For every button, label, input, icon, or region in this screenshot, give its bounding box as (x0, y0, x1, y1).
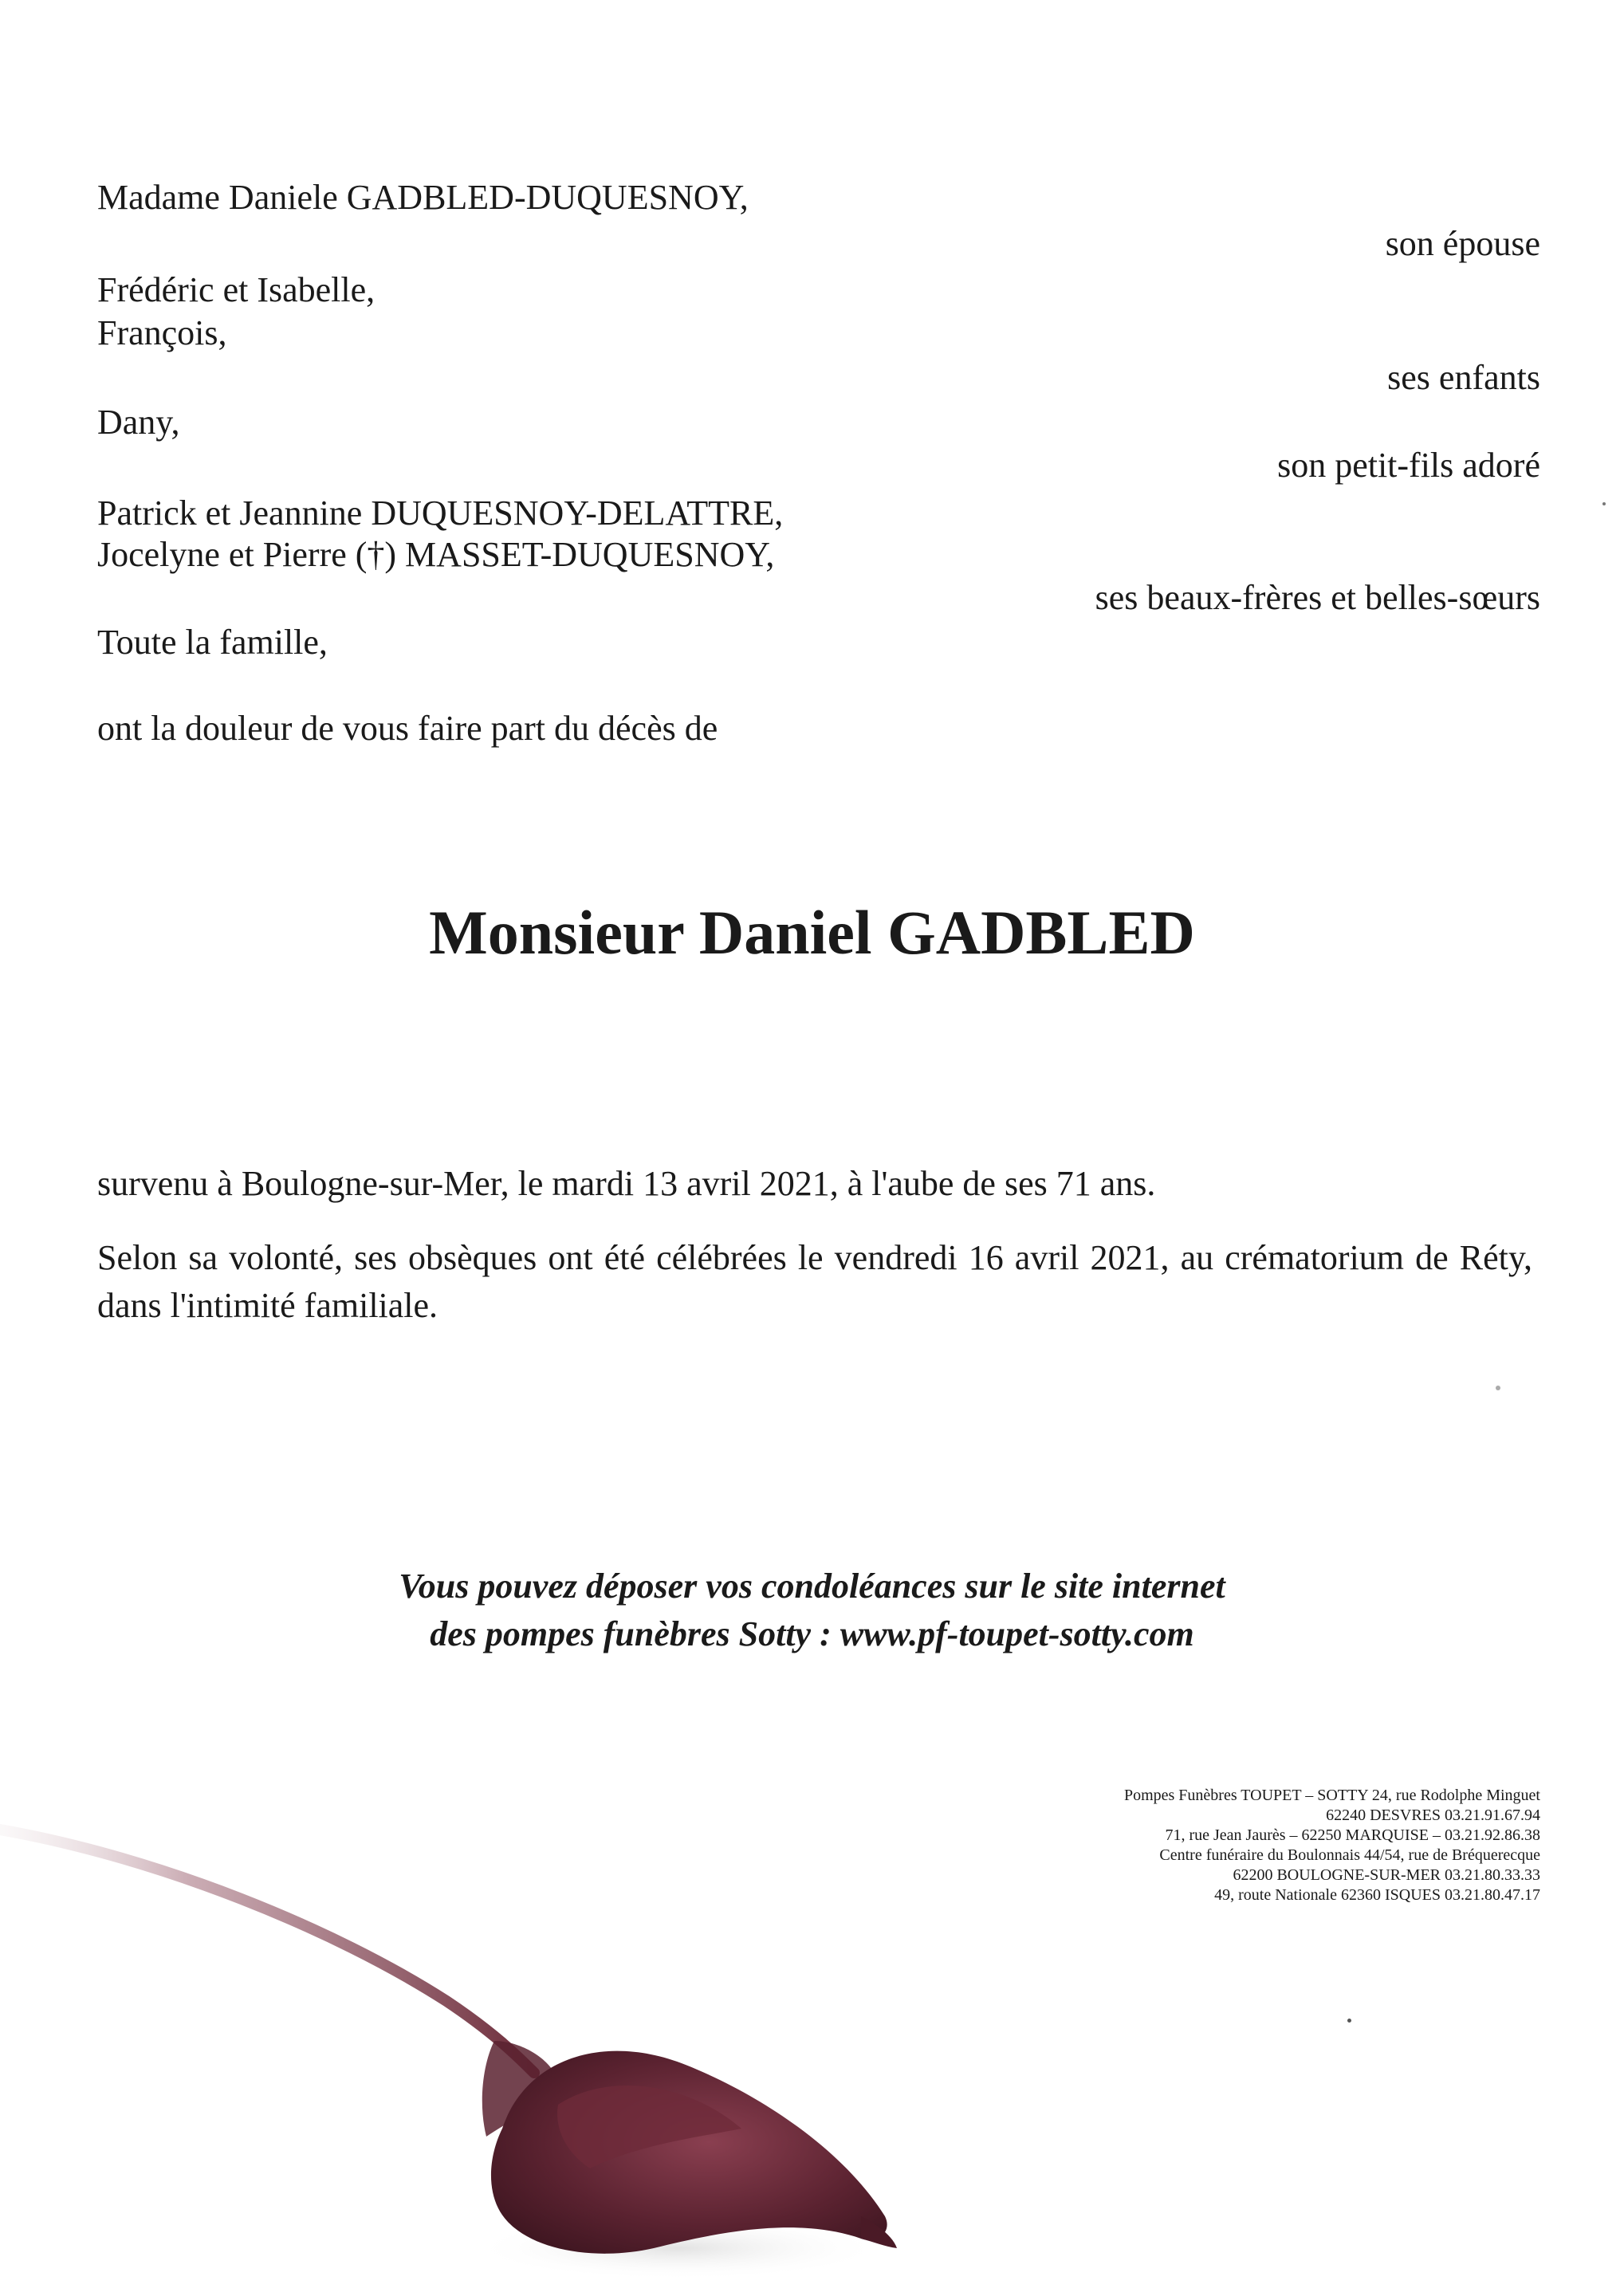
relation-spouse: son épouse (1385, 224, 1540, 263)
funeral-details: Selon sa volonté, ses obsèques ont été célébrées le vendredi 16 avril 2021, au crématorium de Réty, dans l'intimité familiale. (97, 1238, 1532, 1325)
announcement-text: ont la douleur de vous faire part du décès de (97, 709, 718, 748)
funeral-home-address (1124, 1786, 1540, 1905)
address-line: 62240 DESVRES 03.21.91.67.94 (1326, 1807, 1540, 1824)
relation-grandson: son petit-fils adoré (1277, 446, 1540, 485)
relation-children: ses enfants (1387, 358, 1540, 397)
death-details: survenu à Boulogne-sur-Mer, le mardi 13 avril 2021, à l'aube de ses 71 ans. (97, 1164, 1156, 1203)
address-line: Pompes Funèbres TOUPET – SOTTY 24, rue Rodolphe Minguet (1123, 1787, 1540, 1804)
scan-speck (1496, 1386, 1500, 1390)
scan-speck (1602, 502, 1606, 505)
relation-inlaws: ses beaux-frères et belles-sœurs (1095, 578, 1540, 617)
family-line-all-family: Toute la famille, (97, 623, 328, 662)
family-line-grandson: Dany, (97, 403, 180, 442)
address-line: Centre funéraire du Boulonnais 44/54, rue de Bréquerecque (1159, 1846, 1540, 1864)
address-line: 62200 BOULOGNE-SUR-MER 03.21.80.33.33 (1233, 1866, 1540, 1884)
family-line-inlaws-2: Jocelyne et Pierre (†) MASSET-DUQUESNOY, (97, 535, 775, 574)
condolences-line-1: Vous pouvez déposer vos condoléances sur le site internet (399, 1567, 1225, 1606)
family-line-inlaws-1: Patrick et Jeannine DUQUESNOY-DELATTRE, (97, 493, 784, 533)
condolences-line-2: des pompes funèbres Sotty : www.pf-toupet-sotty.com (430, 1614, 1194, 1653)
family-line-spouse-name: Madame Daniele GADBLED-DUQUESNOY, (97, 178, 749, 217)
scan-speck (1347, 2019, 1351, 2023)
flower-stem (0, 1830, 534, 2073)
family-line-child-2: François, (97, 313, 227, 352)
family-line-child-1: Frédéric et Isabelle, (97, 270, 376, 309)
address-line: 71, rue Jean Jaurès – 62250 MARQUISE – 03.21.92.86.38 (1165, 1826, 1540, 1844)
deceased-name: Monsieur Daniel GADBLED (429, 898, 1195, 967)
flower-spathe (491, 2051, 887, 2254)
address-line: 49, route Nationale 62360 ISQUES 03.21.80.47.17 (1214, 1886, 1540, 1904)
calla-lily-illustration (0, 1802, 925, 2296)
